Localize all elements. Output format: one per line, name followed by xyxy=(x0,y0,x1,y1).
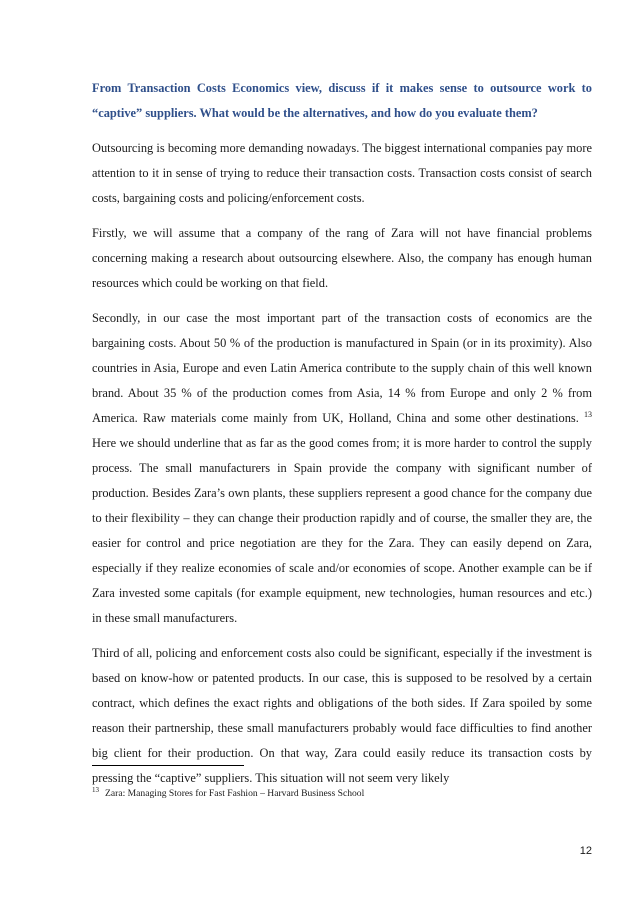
paragraph-secondly-text: Secondly, in our case the most important part of the transaction costs of economics are the bargaining costs. About 50 % of the production is manufactured in Spain (or in its proximity). Also countries in Asia, Europe and even Latin America contribute to the supply chain of this well known brand. About 35 % of the production comes from Asia, 14 % from Europe and only 2 % from America. Raw materials come mainly from UK, Holland, China and some other destinations. xyxy=(92,311,592,425)
footnote-reference[interactable]: 13 xyxy=(584,409,592,419)
page-number: 12 xyxy=(579,845,592,857)
footnote-number: 13 xyxy=(92,785,99,794)
footnote xyxy=(92,787,364,801)
footnote-divider xyxy=(92,765,244,766)
paragraph-firstly: Firstly, we will assume that a company of the rang of Zara will not have financial problems concerning making a research about outsourcing elsewhere. Also, the company has enough human resources which could be working on that field. xyxy=(92,226,592,290)
paragraph-secondly-continued: Here we should underline that as far as the good comes from; it is more harder to control the supply process. The small manufacturers in Spain provide the company with significant number of production. Besides Zara’s own plants, these suppliers represent a good chance for the company due to their flexibility – they can change their production rapidly and of course, the smaller they are, the easier for control and price negotiation are they for the Zara. They can easily depend on Zara, especially if they realize economies of scale and/or economies of scope. Another example can be if Zara invested some capitals (for example equipment, new technologies, human resources and etc.) in these small manufacturers. xyxy=(92,436,592,625)
paragraph-secondly xyxy=(92,306,592,631)
paragraph-third: Third of all, policing and enforcement costs also could be significant, especially if the investment is based on know-how or patented products. In our case, this is supposed to be resolved by a certain contract, which defines the exact rights and obligations of the both sides. If Zara spoiled by some reason their partnership, these small manufacturers probably would face difficulties to find another big client for their production. On that way, Zara could easily reduce its transaction costs by pressing the “captive” suppliers. This situation will not seem very likely xyxy=(92,646,592,785)
paragraph-outsourcing: Outsourcing is becoming more demanding nowadays. The biggest international companies pay more attention to it in sense of trying to reduce their transaction costs. Transaction costs consist of search costs, bargaining costs and policing/enforcement costs. xyxy=(92,141,592,205)
document-body xyxy=(92,76,592,801)
question-heading: From Transaction Costs Economics view, discuss if it makes sense to outsource work to “captive” suppliers. What would be the alternatives, and how do you evaluate them? xyxy=(92,81,592,120)
footnote-text: Zara: Managing Stores for Fast Fashion – Harvard Business School xyxy=(105,788,365,799)
